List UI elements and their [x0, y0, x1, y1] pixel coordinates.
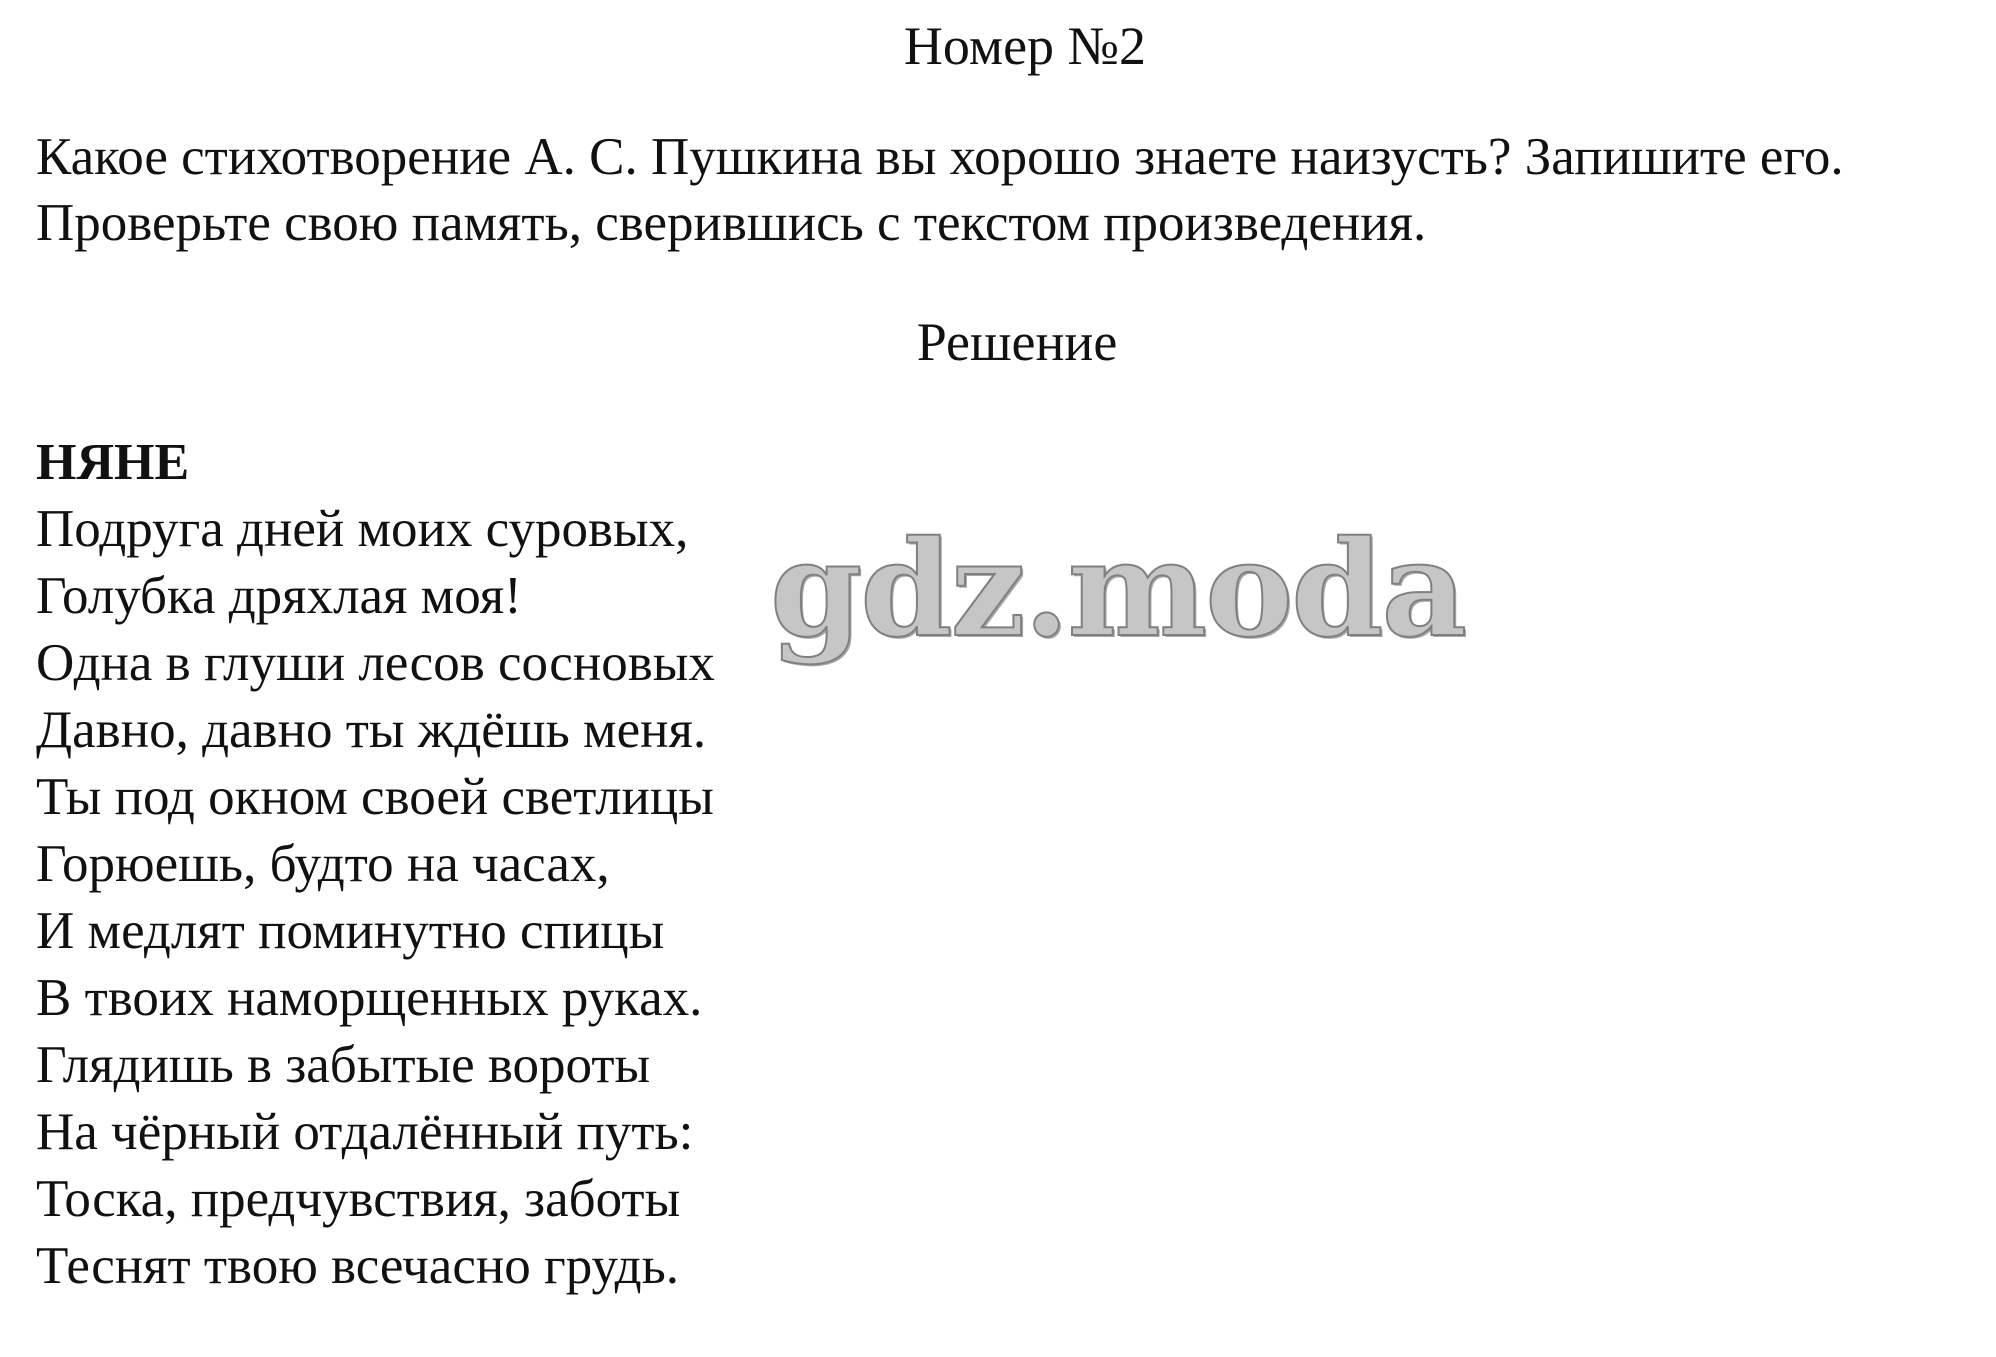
task-number-heading: Номер №2	[903, 16, 1147, 76]
poem-line: Теснят твою всечасно грудь.	[36, 1237, 680, 1295]
poem-line: Давно, давно ты ждёшь меня.	[36, 701, 707, 759]
task-question-text: Какое стихотворение А. С. Пушкина вы хорошо знаете наизусть? Запишите его. Проверьте свою память, сверившись с текстом произведения.	[36, 128, 1844, 252]
poem-line: Глядишь в забытые вороты	[36, 1036, 651, 1094]
poem-line: Ты под окном своей светлицы	[36, 768, 714, 826]
poem-line: На чёрный отдалённый путь:	[36, 1103, 694, 1161]
poem-line: Горюешь, будто на часах,	[36, 835, 610, 893]
poem-line: Подруга дней моих суровых,	[36, 500, 689, 558]
poem-title: НЯНЕ	[36, 434, 190, 491]
poem-line: Тоска, предчувствия, заботы	[36, 1170, 681, 1228]
poem-line: Голубка дряхлая моя!	[36, 567, 522, 625]
poem-line: И медлят поминутно спицы	[36, 902, 665, 960]
solution-heading: Решение	[916, 312, 1118, 372]
poem-line: В твоих наморщенных руках.	[36, 969, 703, 1027]
site-watermark: gdz.moda	[770, 512, 1466, 667]
poem-line: Одна в глуши лесов сосновых	[36, 634, 715, 692]
